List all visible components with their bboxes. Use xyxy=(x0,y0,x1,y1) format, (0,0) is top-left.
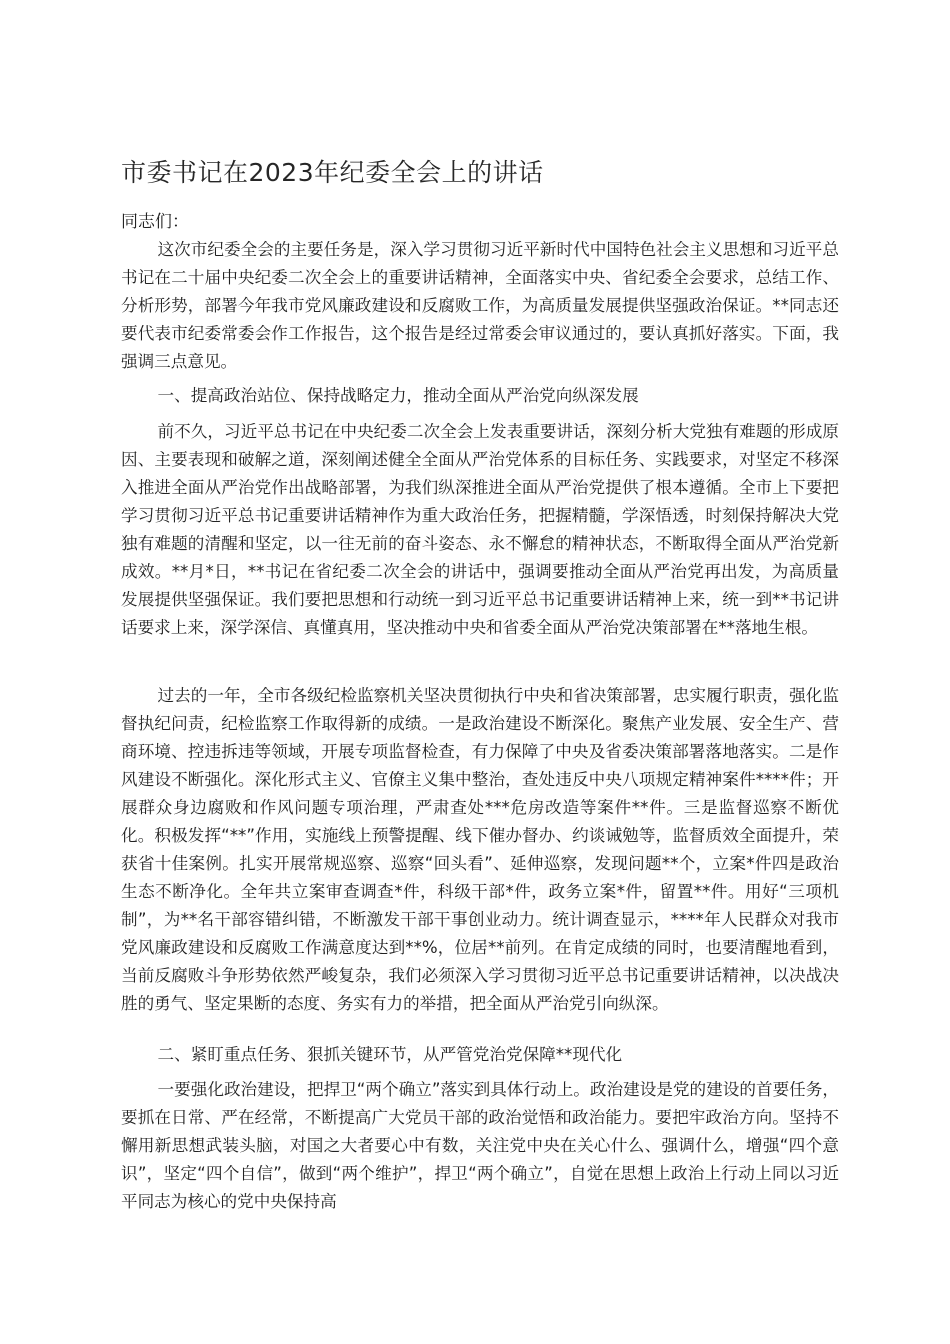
paragraph-intro: 这次市纪委全会的主要任务是，深入学习贯彻习近平新时代中国特色社会主义思想和习近平总书记在二十届中央纪委二次全会上的重要讲话精神，全面落实中央、省纪委全会要求，总结工作、分析形势，部署今年我市党风廉政建设和反腐败工作，为高质量发展提供坚强政治保证。**同志还要代表市纪委常委会作工作报告，这个报告是经过常委会审议通过的，要认真抓好落实。下面，我强调三点意见。 xyxy=(121,240,839,371)
paragraph-section2-a: 一要强化政治建设，把捍卫“两个确立”落实到具体行动上。政治建设是党的建设的首要任务，要抓在日常、严在经常，不断提高广大党员干部的政治觉悟和政治能力。要把牢政治方向。坚持不懈用新思想武装头脑，对国之大者要心中有数，关注党中央在关心什么、强调什么，增强“四个意识”，坚定“四个自信”，做到“两个维护”，捍卫“两个确立”，自觉在思想上政治上行动上同以习近平同志为核心的党中央保持高 xyxy=(121,1080,839,1211)
paragraph-section1-b: 过去的一年，全市各级纪检监察机关坚决贯彻执行中央和省决策部署，忠实履行职责，强化监督执纪问责，纪检监察工作取得新的成绩。一是政治建设不断深化。聚焦产业发展、安全生产、营商环境、控违拆违等领域，开展专项监督检查，有力保障了中央及省委决策部署落地落实。二是作风建设不断强化。深化形式主义、官僚主义集中整治，查处违反中央八项规定精神案件****件；开展群众身边腐败和作风问题专项治理，严肃查处***危房改造等案件**件。三是监督巡察不断优化。积极发挥“**”作用，实施线上预警提醒、线下催办督办、约谈诫勉等，监督质效全面提升，荣获省十佳案例。扎实开展常规巡察、巡察“回头看”、延伸巡察，发现问题**个，立案*件四是政治生态不断净化。全年共立案审查调查*件，科级干部*件，政务立案*件，留置**件。用好“三项机制”，为**名干部容错纠错，不断激发干部干事创业动力。统计调查显示，****年人民群众对我市党风廉政建设和反腐败工作满意度达到**%，位居**前列。在肯定成绩的同时，也要清醒地看到，当前反腐败斗争形势依然严峻复杂，我们必须深入学习贯彻习近平总书记重要讲话精神，以决战决胜的勇气、坚定果断的态度、务实有力的举措，把全面从严治党引向纵深。 xyxy=(121,686,839,1013)
page-title: 市委书记在2023年纪委全会上的讲话 xyxy=(121,158,544,187)
paragraph-section1-a: 前不久，习近平总书记在中央纪委二次全会上发表重要讲话，深刻分析大党独有难题的形成原因、主要表现和破解之道，深刻阐述健全全面从严治党体系的目标任务、实践要求，对坚定不移深入推进全面从严治党作出战略部署，为我们纵深推进全面从严治党提供了根本遵循。全市上下要把学习贯彻习近平总书记重要讲话精神作为重大政治任务，把握精髓，学深悟透，时刻保持解决大党独有难题的清醒和坚定，以一往无前的奋斗姿态、永不懈怠的精神状态，不断取得全面从严治党新成效。**月*日，**书记在省纪委二次全会的讲话中，强调要推动全面从严治党再出发，为高质量发展提供坚强保证。我们要把思想和行动统一到习近平总书记重要讲话精神上来，统一到**书记讲话要求上来，深学深信、真懂真用，坚决推动中央和省委全面从严治党决策部署在**落地生根。 xyxy=(121,422,839,637)
section-heading-2: 二、紧盯重点任务、狠抓关键环节，从严管党治党保障**现代化 xyxy=(157,1045,623,1064)
section-heading-1: 一、提高政治站位、保持战略定力，推动全面从严治党向纵深发展 xyxy=(157,386,639,405)
salutation: 同志们： xyxy=(121,212,189,232)
